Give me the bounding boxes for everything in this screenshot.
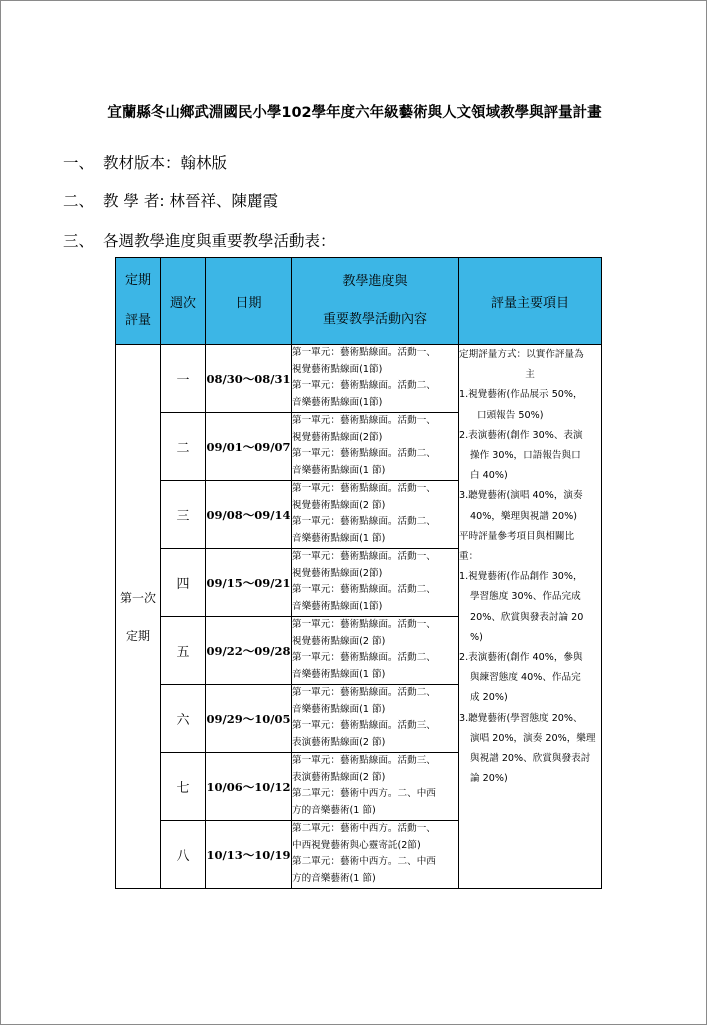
eval-line: 平時評量參考項目與相關比	[459, 530, 575, 542]
content-line: 第一單元：藝術點線面。活動二、	[292, 516, 436, 527]
week-cell: 二	[161, 413, 206, 481]
section-number: 二、	[63, 192, 95, 210]
date-cell: 08/30～08/31	[206, 345, 292, 413]
period-label-line2: 定期	[125, 628, 150, 643]
header-eval: 評量主要項目	[459, 258, 602, 345]
week-cell: 三	[161, 481, 206, 549]
content-cell	[292, 753, 459, 821]
content-line: 第二單元：藝術中西方。二、中西	[292, 788, 436, 799]
eval-line: 與練習態度 40%、作品完	[470, 672, 581, 684]
content-line: 表演藝術點線面(2 節)	[292, 771, 386, 783]
table-body	[116, 345, 602, 889]
eval-line: 3.聽覺藝術(演唱 40%，演奏	[459, 490, 583, 502]
content-line: 音樂藝術點線面(1節)	[292, 396, 383, 408]
eval-line: 40%，樂理與視譜 20%)	[470, 510, 578, 522]
date-cell: 09/29～10/05	[206, 685, 292, 753]
table-header-row	[116, 258, 602, 345]
content-line: 音樂藝術點線面(1 節)	[292, 532, 386, 544]
date-cell: 10/13～10/19	[206, 821, 292, 889]
header-date: 日期	[206, 258, 292, 345]
section-text: 教 學 者: 林晉祥、陳麗霞	[103, 192, 279, 210]
eval-line: 1.視覺藝術(作品創作 30%，	[459, 571, 583, 583]
eval-line: 定期評量方式：以實作評量為	[459, 349, 584, 360]
content-cell	[292, 821, 459, 889]
content-line: 音樂藝術點線面(1節)	[292, 600, 383, 612]
eval-line: 白 40%)	[470, 470, 508, 482]
content-line: 表演藝術點線面(2 節)	[292, 736, 386, 748]
content-cell	[292, 413, 459, 481]
content-cell	[292, 685, 459, 753]
date-cell: 09/01～09/07	[206, 413, 292, 481]
header-content-line1: 教學進度與	[342, 274, 408, 289]
header-period	[116, 258, 161, 345]
eval-line: 3.聽覺藝術(學習態度 20%、	[459, 712, 583, 724]
section-text: 教材版本：翰林版	[103, 154, 228, 172]
content-line: 方的音樂藝術(1 節)	[292, 872, 376, 884]
eval-line: 與視譜 20%、欣賞與發表討	[470, 753, 591, 765]
content-line: 第一單元：藝術點線面。活動二、	[292, 687, 436, 698]
header-period-line2: 評量	[124, 313, 151, 328]
eval-line: 論 20%)	[470, 773, 508, 785]
eval-line: 成 20%)	[470, 692, 508, 704]
content-cell	[292, 617, 459, 685]
week-cell: 一	[161, 345, 206, 413]
eval-line: 主	[525, 369, 535, 381]
content-line: 第一單元：藝術點線面。活動一、	[292, 619, 436, 630]
content-line: 第二單元：藝術中西方。二、中西	[292, 856, 436, 867]
eval-line: 1.視覺藝術(作品展示 50%，	[459, 389, 583, 401]
week-cell: 七	[161, 753, 206, 821]
content-cell	[292, 481, 459, 549]
eval-line: 20%、欣賞與發表討論 20	[470, 611, 584, 623]
content-cell	[292, 345, 459, 413]
content-line: 視覺藝術點線面(2 節)	[292, 499, 386, 511]
section-text: 各週教學進度與重要教學活動表：	[103, 232, 336, 250]
section-number: 三、	[63, 232, 95, 250]
week-cell: 五	[161, 617, 206, 685]
content-line: 第一單元：藝術點線面。活動二、	[292, 652, 436, 663]
content-line: 視覺藝術點線面(2節)	[292, 431, 383, 443]
date-cell: 09/08～09/14	[206, 481, 292, 549]
document-title: 宜蘭縣冬山鄉武淵國民小學102學年度六年級藝術與人文領域教學與評量計畫	[107, 105, 602, 121]
schedule-table	[115, 257, 602, 889]
eval-line: 操作 30%，口語報告與口	[470, 450, 581, 462]
header-period-line1: 定期	[124, 273, 151, 288]
date-cell: 09/22～09/28	[206, 617, 292, 685]
period-cell	[116, 345, 161, 889]
content-line: 視覺藝術點線面(2 節)	[292, 635, 386, 647]
date-cell: 09/15～09/21	[206, 549, 292, 617]
period-label-line1: 第一次	[119, 590, 156, 605]
content-line: 第一單元：藝術點線面。活動二、	[292, 448, 436, 459]
content-line: 音樂藝術點線面(1 節)	[292, 703, 386, 715]
week-cell: 六	[161, 685, 206, 753]
section-schedule	[63, 229, 336, 251]
content-line: 方的音樂藝術(1 節)	[292, 804, 376, 816]
header-content-line2: 重要教學活動內容	[322, 312, 427, 327]
content-line: 視覺藝術點線面(2節)	[292, 567, 383, 579]
content-line: 中西視覺藝術與心靈寄託(2節)	[292, 839, 421, 851]
content-line: 第一單元：藝術點線面。活動二、	[292, 584, 436, 595]
eval-line: 演唱 20%，演奏 20%，樂理	[470, 732, 596, 744]
content-line: 第一單元：藝術點線面。活動一、	[292, 415, 436, 426]
content-line: 第二單元：藝術中西方。活動一、	[292, 823, 436, 834]
eval-line: 口頭報告 50%)	[477, 409, 544, 421]
week-cell: 四	[161, 549, 206, 617]
header-content	[292, 258, 459, 345]
content-cell	[292, 549, 459, 617]
eval-line: 2.表演藝術(創作 30%、表演	[459, 429, 583, 441]
content-line: 第一單元：藝術點線面。活動三、	[292, 755, 436, 766]
date-cell: 10/06～10/12	[206, 753, 292, 821]
content-line: 第一單元：藝術點線面。活動一、	[292, 347, 436, 358]
eval-line: 學習態度 30%、作品完成	[470, 591, 581, 603]
content-line: 第一單元：藝術點線面。活動一、	[292, 551, 436, 562]
content-line: 音樂藝術點線面(1 節)	[292, 668, 386, 680]
content-line: 第一單元：藝術點線面。活動二、	[292, 380, 436, 391]
table-row	[116, 345, 602, 413]
eval-line: 重：	[459, 551, 479, 563]
eval-cell	[459, 345, 602, 889]
content-line: 第一單元：藝術點線面。活動一、	[292, 483, 436, 494]
eval-line: %)	[470, 631, 483, 643]
section-textbook	[63, 151, 227, 173]
content-line: 第一單元：藝術點線面。活動三、	[292, 720, 436, 731]
content-line: 視覺藝術點線面(1節)	[292, 363, 383, 375]
section-number: 一、	[63, 154, 95, 172]
content-line: 音樂藝術點線面(1 節)	[292, 464, 386, 476]
eval-line: 2.表演藝術(創作 40%，參與	[459, 652, 583, 664]
section-teachers	[63, 189, 278, 211]
week-cell: 八	[161, 821, 206, 889]
header-week: 週次	[161, 258, 206, 345]
